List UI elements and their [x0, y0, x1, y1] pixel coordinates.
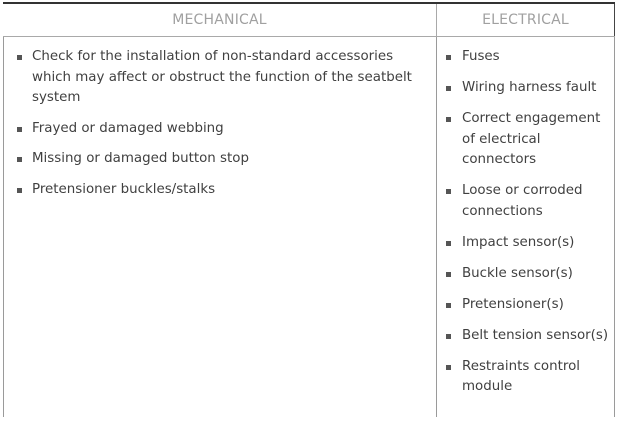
electrical-column — [437, 37, 615, 417]
list-item-text: Fuses — [462, 49, 500, 64]
mechanical-list — [16, 47, 426, 210]
list-item — [445, 109, 611, 171]
bullet-icon — [446, 117, 451, 122]
bullet-icon — [17, 157, 22, 162]
bullet-icon — [446, 365, 451, 370]
list-item-text: Correct engagement of electrical connectors — [462, 111, 601, 167]
header-mechanical: MECHANICAL — [3, 4, 437, 36]
list-item-text: Belt tension sensor(s) — [462, 327, 609, 343]
bullet-icon — [446, 55, 451, 60]
list-item-text: Pretensioner(s) — [462, 296, 564, 312]
list-item — [445, 295, 611, 316]
bullet-icon — [446, 272, 451, 277]
header-electrical: ELECTRICAL — [437, 4, 615, 36]
list-item-text: Missing or damaged button stop — [32, 151, 249, 166]
bullet-icon — [446, 303, 451, 308]
list-item-text: Pretensioner buckles/stalks — [32, 181, 216, 197]
bullet-icon — [446, 334, 451, 339]
list-item — [445, 181, 611, 222]
diagnosis-table — [3, 2, 615, 422]
list-item — [16, 119, 426, 140]
list-item — [445, 264, 611, 285]
list-item-text: Check for the installation of non-standard accessories which may affect or obstruct the function of the seatbelt system — [32, 49, 412, 105]
bullet-icon — [446, 86, 451, 91]
list-item — [445, 326, 611, 347]
list-item-text: Buckle sensor(s) — [462, 265, 573, 281]
electrical-list — [445, 47, 611, 408]
list-item — [16, 180, 426, 201]
list-item — [445, 78, 611, 99]
table-body-row — [3, 37, 615, 417]
list-item — [16, 47, 426, 109]
list-item-text: Wiring harness fault — [462, 80, 597, 95]
bullet-icon — [17, 55, 22, 60]
list-item — [445, 47, 611, 68]
mechanical-column — [3, 37, 437, 417]
table-header-row — [3, 4, 615, 37]
list-item — [16, 149, 426, 170]
list-item-text: Impact sensor(s) — [462, 234, 575, 250]
list-item-text: Frayed or damaged webbing — [32, 120, 224, 136]
bullet-icon — [17, 127, 22, 132]
bullet-icon — [446, 189, 451, 194]
bullet-icon — [446, 241, 451, 246]
list-item-text: Loose or corroded connections — [462, 183, 583, 219]
bullet-icon — [17, 188, 22, 193]
list-item — [445, 357, 611, 398]
list-item — [445, 233, 611, 254]
list-item-text: Restraints control module — [462, 358, 580, 394]
